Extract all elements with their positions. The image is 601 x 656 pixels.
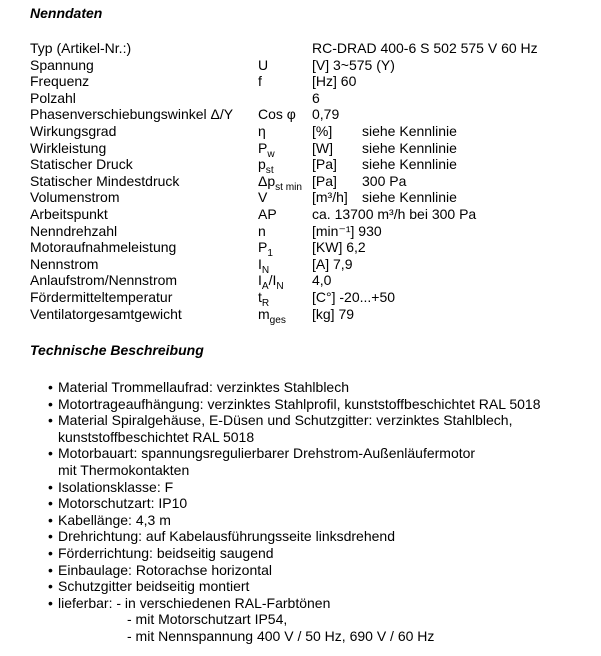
spec-value: 6,2 (346, 239, 366, 256)
spec-unit: [Hz] (312, 73, 337, 90)
spec-unit-value (312, 289, 395, 306)
spec-row (30, 40, 590, 57)
spec-label: Wirkleistung (30, 139, 107, 156)
list-item: • Motorschutzart: IP10 (48, 495, 188, 512)
spec-unit-value (312, 40, 538, 57)
list-item: • Kabellänge: 4,3 m (48, 511, 171, 528)
bullet-icon: • (48, 578, 53, 595)
spec-symbol: η (258, 122, 266, 139)
spec-label: Arbeitspunkt (30, 205, 108, 222)
spec-value: RC-DRAD 400-6 S 502 575 V 60 Hz (312, 40, 538, 56)
list-item: • Isolationsklasse: F (48, 478, 174, 495)
spec-symbol: Cos φ (258, 106, 296, 123)
spec-value: 0,79 (312, 106, 340, 123)
spec-label: Fördermitteltemperatur (30, 288, 173, 305)
spec-row (30, 239, 590, 259)
list-item: • Schutzgitter beidseitig montiert (48, 578, 250, 595)
list-item: • Einbaulage: Rotorachse horizontal (48, 561, 273, 578)
spec-symbol: $I_A/I_N$ (258, 272, 284, 293)
spec-unit: [m³/h] (312, 189, 348, 206)
list-item: • Material Spiralgehäuse, E-Düsen und Schutzgitter: verzinktes Stahlblech, (48, 412, 513, 429)
spec-value: 930 (358, 222, 382, 239)
spec-label: Volumenstrom (30, 189, 120, 206)
spec-row (30, 223, 590, 240)
list-item: • lieferbar: - in verschiedenen RAL-Farbtönen (48, 594, 331, 611)
spec-value: 3~575 (Y) (333, 56, 395, 73)
beschreibung-list (48, 379, 588, 645)
spec-label: Typ (Artikel-Nr.:) (30, 40, 132, 56)
list-item-continuation: kunststoffbeschichtet RAL 5018 (58, 428, 255, 445)
spec-value: siehe Kennlinie (362, 156, 457, 173)
spec-symbol: $I_N$ (258, 255, 270, 276)
bullet-icon: • (48, 544, 53, 561)
spec-row (30, 272, 590, 293)
spec-unit-value (312, 173, 406, 190)
spec-label: Phasenverschiebungswinkel Δ/Y (30, 106, 234, 123)
spec-row (30, 172, 590, 193)
spec-unit: [Pa] (312, 156, 337, 173)
bullet-icon: • (48, 594, 53, 611)
spec-row (30, 288, 590, 309)
spec-unit: [kg] (312, 305, 335, 322)
spec-row (30, 57, 590, 74)
spec-row (30, 123, 590, 140)
spec-row (30, 255, 590, 276)
spec-value: 6 (312, 89, 320, 106)
spec-row (30, 106, 590, 123)
spec-unit-value (312, 223, 382, 240)
nenndaten-table (30, 40, 590, 326)
spec-unit: [A] (312, 255, 330, 272)
list-subitem: - mit Nennspannung 400 V / 50 Hz, 690 V / 60 Hz (127, 627, 435, 644)
spec-value: 79 (338, 305, 355, 322)
spec-symbol: $P_1$ (258, 239, 273, 259)
spec-row (30, 156, 590, 176)
bullet-icon: • (48, 445, 53, 462)
bullet-icon: • (48, 561, 53, 578)
bullet-icon: • (48, 478, 53, 495)
spec-unit-value (312, 206, 476, 223)
spec-label: Motoraufnahmeleistung (30, 239, 177, 256)
spec-unit-value (312, 106, 339, 123)
spec-value: 300 Pa (362, 172, 407, 189)
spec-unit-value (312, 189, 457, 206)
section-title-technische-beschreibung: Technische Beschreibung (30, 342, 204, 358)
spec-value: ca. 13700 m³/h bei 300 Pa (312, 205, 477, 222)
spec-unit: [KW] (312, 239, 343, 256)
spec-value: 4,0 (312, 272, 332, 289)
spec-label: Statischer Mindestdruck (30, 172, 180, 189)
spec-symbol: $P_w$ (258, 139, 275, 160)
spec-row (30, 90, 590, 107)
spec-unit: [%] (312, 122, 333, 139)
spec-value: -20...+50 (339, 288, 396, 305)
spec-row (30, 305, 590, 326)
spec-value: siehe Kennlinie (362, 122, 457, 139)
spec-label: Spannung (30, 56, 94, 73)
spec-value: siehe Kennlinie (362, 189, 457, 206)
bullet-icon: • (48, 395, 53, 412)
bullet-icon: • (48, 528, 53, 545)
spec-label: Anlaufstrom/Nennstrom (30, 272, 178, 289)
spec-unit-value (312, 57, 395, 74)
spec-symbol: $\Delta p_{st min}$ (258, 172, 303, 193)
spec-symbol: AP (258, 205, 277, 222)
spec-symbol: n (258, 222, 266, 239)
list-item-continuation: mit Thermokontakten (58, 461, 190, 478)
spec-label: Nennstrom (30, 255, 99, 272)
list-subitem: - mit Motorschutzart IP54, (127, 611, 288, 628)
list-item: • Drehrichtung: auf Kabelausführungsseite linksdrehend (48, 528, 395, 545)
list-item: • Motortrageaufhängung: verzinktes Stahlprofil, kunststoffbeschichtet RAL 5018 (48, 395, 541, 412)
spec-unit: [C°] (312, 288, 336, 305)
spec-unit-value (312, 123, 457, 140)
spec-label: Statischer Druck (30, 156, 133, 173)
spec-symbol: $p_{st}$ (258, 156, 274, 176)
list-item: • Motorbauart: spannungsregulierbarer Drehstrom-Außenläufermotor (48, 445, 476, 462)
spec-unit: [W] (312, 139, 333, 156)
spec-symbol: $t_R$ (258, 288, 270, 309)
spec-label: Nenndrehzahl (30, 222, 118, 239)
spec-unit-value (312, 140, 457, 157)
spec-row (30, 189, 590, 206)
spec-label: Polzahl (30, 89, 76, 106)
spec-symbol: V (258, 189, 268, 206)
spec-label: Wirkungsgrad (30, 122, 117, 139)
bullet-icon: • (48, 511, 53, 528)
spec-unit: [V] (312, 56, 330, 73)
spec-label: Ventilatorgesamtgewicht (30, 305, 182, 322)
spec-row (30, 139, 590, 160)
spec-symbol: $m_{ges}$ (258, 305, 286, 326)
bullet-icon: • (48, 379, 53, 395)
spec-label: Frequenz (30, 73, 90, 90)
spec-value: siehe Kennlinie (362, 139, 457, 156)
spec-unit-value (312, 156, 457, 173)
spec-unit-value (312, 272, 331, 289)
spec-unit: [Pa] (312, 172, 337, 189)
bullet-icon: • (48, 412, 53, 429)
spec-symbol: U (258, 56, 269, 73)
spec-row (30, 206, 590, 223)
section-title-nenndaten: Nenndaten (30, 5, 103, 21)
spec-unit-value (312, 73, 356, 90)
spec-value: 7,9 (333, 255, 353, 272)
spec-unit-value (312, 306, 354, 323)
spec-row (30, 73, 590, 90)
spec-unit-value (312, 256, 352, 273)
spec-unit-value (312, 239, 366, 256)
spec-value: 60 (340, 73, 357, 90)
list-item: • Förderrichtung: beidseitig saugend (48, 544, 274, 561)
spec-unit-value (312, 90, 320, 107)
spec-symbol: f (258, 73, 262, 90)
bullet-icon: • (48, 495, 53, 512)
spec-unit: [min⁻¹] (312, 222, 355, 239)
list-item: • Material Trommellaufrad: verzinktes Stahlblech (48, 379, 350, 395)
